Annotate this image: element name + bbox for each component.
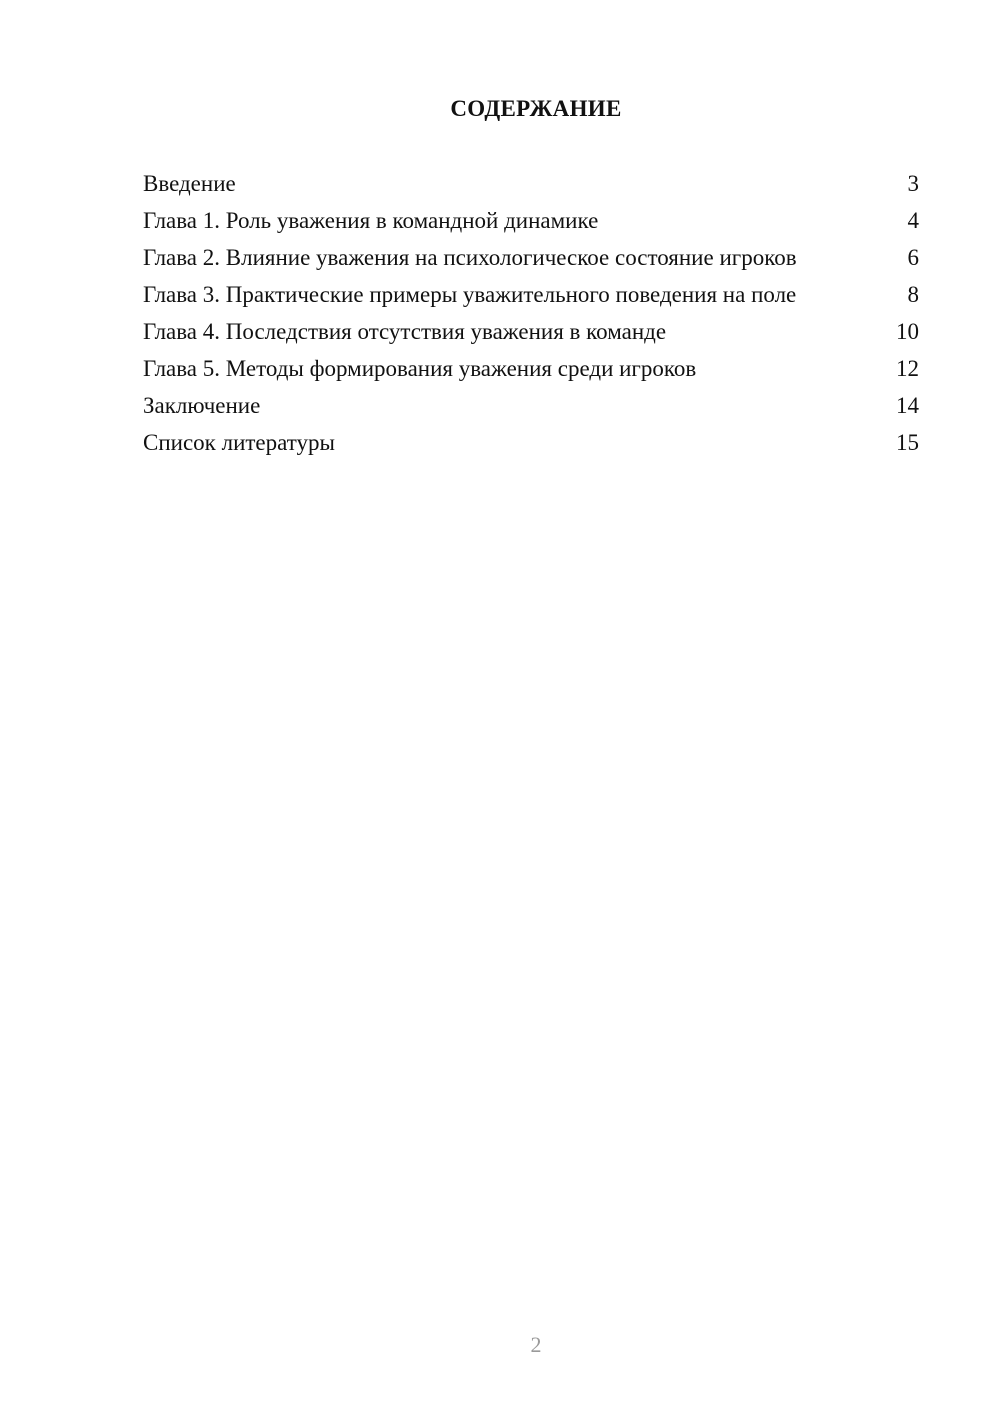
toc-entry-label: Глава 1. Роль уважения в командной динамике bbox=[143, 208, 599, 233]
toc-entry-conclusion bbox=[143, 392, 919, 419]
toc-entry-chapter-4 bbox=[143, 318, 919, 345]
toc-entry-chapter-3 bbox=[143, 281, 919, 308]
toc-entry-label: Глава 3. Практические примеры уважительного поведения на поле bbox=[143, 282, 797, 307]
toc-entry-page: 4 bbox=[907, 208, 919, 233]
toc-entry-page: 6 bbox=[907, 245, 919, 270]
toc-entry-page: 3 bbox=[907, 171, 919, 196]
toc-entry-page: 12 bbox=[896, 356, 919, 381]
table-of-contents bbox=[143, 170, 919, 466]
toc-entry-label: Введение bbox=[143, 171, 236, 196]
toc-entry-chapter-5 bbox=[143, 355, 919, 382]
toc-entry-page: 10 bbox=[896, 319, 919, 344]
toc-heading: СОДЕРЖАНИЕ bbox=[450, 96, 622, 121]
toc-entry-chapter-2 bbox=[143, 244, 919, 271]
page-number: 2 bbox=[530, 1332, 542, 1357]
toc-entry-label: Глава 4. Последствия отсутствия уважения в команде bbox=[143, 319, 667, 344]
toc-entry-page: 8 bbox=[907, 282, 919, 307]
toc-entry-chapter-1 bbox=[143, 207, 919, 234]
toc-entry-bibliography bbox=[143, 429, 919, 456]
toc-entry-page: 15 bbox=[896, 430, 919, 455]
toc-entry-page: 14 bbox=[896, 393, 919, 418]
toc-entry-label: Глава 2. Влияние уважения на психологическое состояние игроков bbox=[143, 245, 797, 270]
toc-entry-label: Заключение bbox=[143, 393, 261, 418]
toc-entry-introduction bbox=[143, 170, 919, 197]
toc-entry-label: Глава 5. Методы формирования уважения среди игроков bbox=[143, 356, 697, 381]
toc-entry-label: Список литературы bbox=[143, 430, 335, 455]
